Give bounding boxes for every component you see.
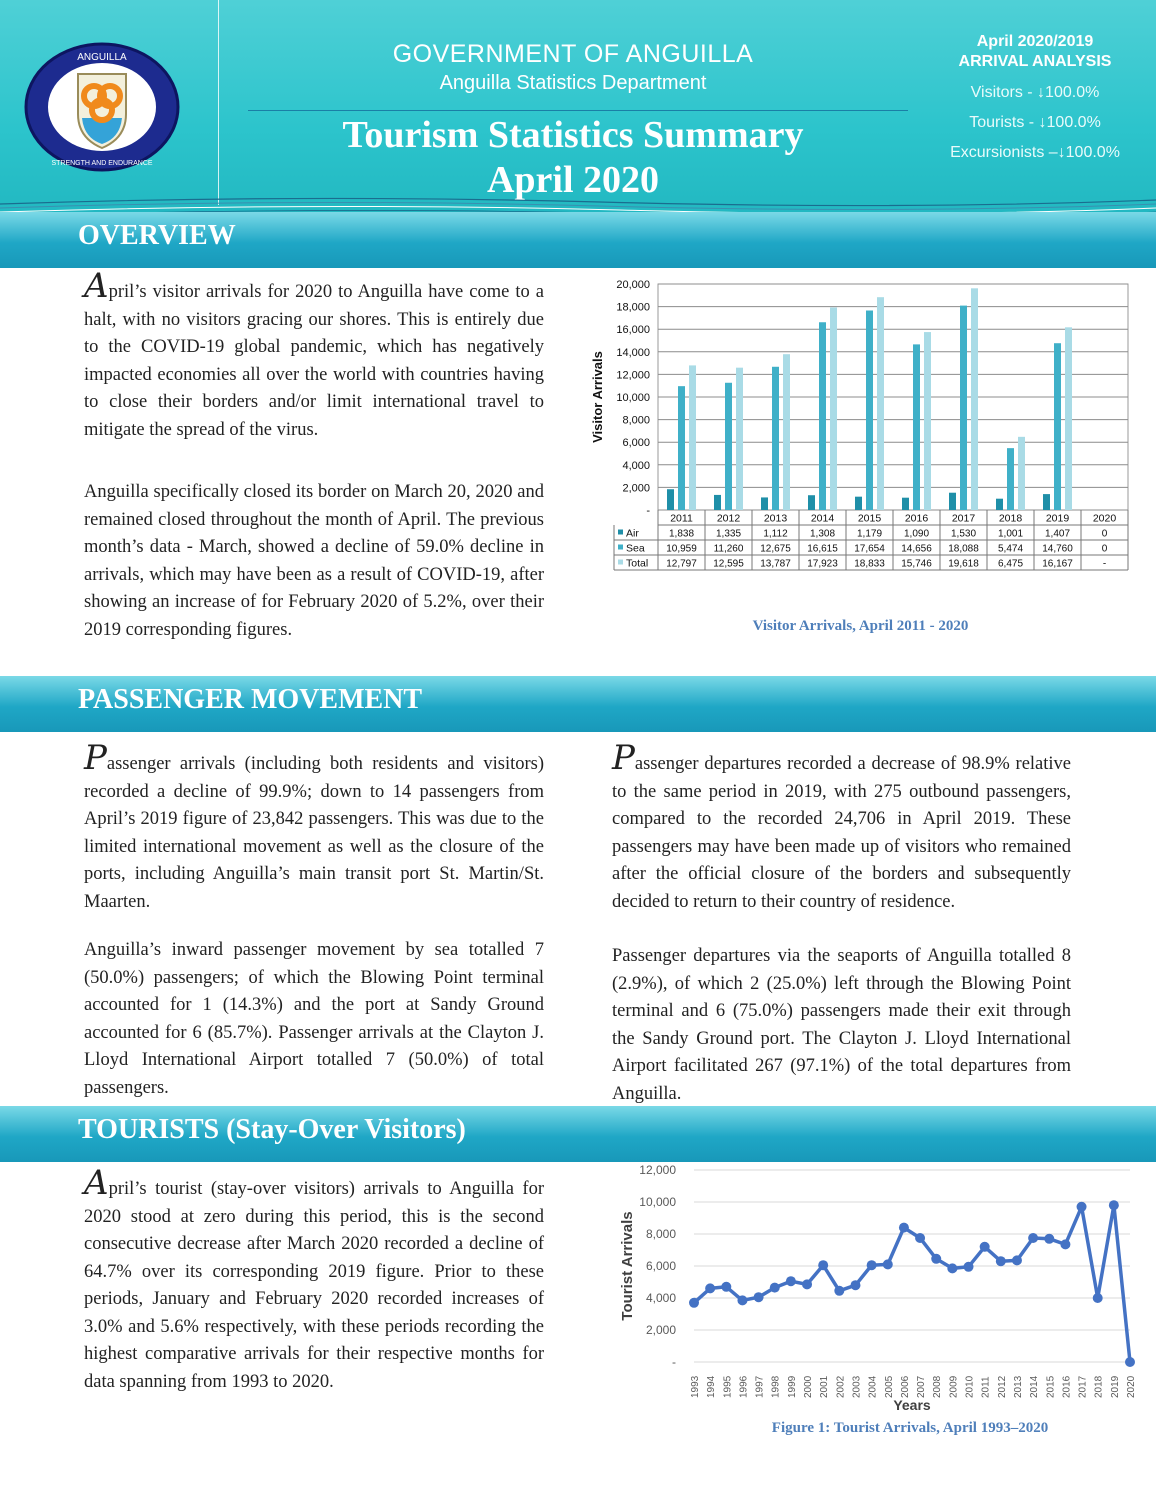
x-tick-label: 2009 bbox=[948, 1375, 960, 1398]
x-axis-label: Years bbox=[893, 1397, 931, 1413]
visitors-change: Visitors - ↓100.0% bbox=[970, 84, 1100, 101]
report-title: Tourism Statistics Summary bbox=[342, 114, 804, 156]
data-point bbox=[996, 1256, 1006, 1266]
x-tick-label: 2018 bbox=[1093, 1375, 1105, 1398]
data-table-cell: 5,474 bbox=[997, 543, 1024, 555]
data-point bbox=[834, 1286, 844, 1296]
legend-label: Sea bbox=[626, 542, 645, 555]
data-table-cell: 18,833 bbox=[854, 558, 885, 570]
x-tick-label: 2016 bbox=[1061, 1375, 1073, 1398]
y-tick-label: 4,000 bbox=[622, 459, 650, 472]
analysis-title: ARRIVAL ANALYSIS bbox=[958, 53, 1112, 70]
x-tick-label: 2012 bbox=[716, 512, 741, 525]
data-table-cell: 11,260 bbox=[713, 543, 744, 555]
y-tick-label: 12,000 bbox=[616, 369, 650, 382]
y-tick-label: 8,000 bbox=[622, 414, 650, 427]
x-tick-label: 1995 bbox=[722, 1375, 734, 1398]
data-point bbox=[915, 1233, 925, 1243]
x-tick-label: 2005 bbox=[883, 1375, 895, 1398]
bar-air bbox=[949, 493, 956, 510]
data-point bbox=[1028, 1233, 1038, 1243]
anguilla-crest-logo bbox=[22, 40, 182, 175]
data-point bbox=[721, 1282, 731, 1292]
bar-total bbox=[783, 354, 790, 510]
x-tick-label: 1997 bbox=[754, 1375, 766, 1398]
legend-key-total bbox=[618, 560, 623, 565]
data-table-cell: 1,407 bbox=[1044, 528, 1071, 540]
data-table-cell: 1,838 bbox=[668, 528, 695, 540]
data-point bbox=[980, 1242, 990, 1252]
data-point bbox=[1125, 1357, 1135, 1367]
bar-total bbox=[1065, 327, 1072, 510]
drop-cap: A bbox=[84, 266, 109, 306]
y-axis-label: Visitor Arrivals bbox=[590, 351, 605, 443]
tourist-arrivals-line bbox=[694, 1205, 1130, 1362]
data-table-cell: 1,335 bbox=[715, 528, 742, 540]
data-table-cell: 10,959 bbox=[666, 543, 697, 555]
data-point bbox=[737, 1295, 747, 1305]
bar-total bbox=[830, 307, 837, 510]
data-point bbox=[786, 1276, 796, 1286]
visitor-arrivals-bar-chart bbox=[588, 272, 1133, 590]
x-tick-label: 2020 bbox=[1126, 1375, 1137, 1398]
passenger-left-p1-text: assenger arrivals (including both residents and visitors) recorded a decline of 99.9%; down to 14 passengers from April’s 2019 figure of 23,842 passengers. This was due to the limited international movement as well as the closure of the ports, including Anguilla’s main transit port St. Martin/St. Maarten. bbox=[84, 754, 544, 912]
overview-section-band bbox=[0, 212, 1156, 268]
tourists-change: Tourists - ↓100.0% bbox=[969, 114, 1101, 131]
data-table-cell: 17,923 bbox=[807, 558, 838, 570]
legend-key-sea bbox=[618, 545, 623, 550]
x-tick-label: 2013 bbox=[763, 512, 788, 525]
x-tick-label: 1998 bbox=[770, 1375, 782, 1398]
data-table-cell: 17,654 bbox=[854, 543, 885, 555]
data-table-cell: 1,179 bbox=[856, 528, 883, 540]
overview-p1-text: pril’s visitor arrivals for 2020 to Anguilla have come to a halt, with no visitors gracing our shores. This is entirely due to the COVID-19 global pandemic, which has negatively impacted economies all over the world with countries having to close their borders and/or limit international travel to mitigate the spread of the virus. bbox=[84, 282, 544, 440]
overview-paragraph-2: Anguilla specifically closed its border on March 20, 2020 and remained closed throughout the month of April. The previous month’s data - March, showed a decline of 59.0% decline in arrivals, which may have been as a result of COVID-19, after showing an increase of for February 2020 of 5.2%, over their 2019 corresponding figures. bbox=[84, 482, 544, 640]
tourists-paragraph bbox=[84, 1163, 544, 1396]
data-point bbox=[964, 1262, 974, 1272]
x-tick-label: 2019 bbox=[1045, 512, 1070, 525]
title-rule bbox=[248, 110, 908, 111]
data-table-cell: 12,595 bbox=[713, 558, 744, 570]
data-table-cell: 16,167 bbox=[1042, 558, 1073, 570]
data-table-cell: 12,797 bbox=[666, 558, 697, 570]
drop-cap: A bbox=[84, 1163, 109, 1203]
data-table-cell: 12,675 bbox=[760, 543, 791, 555]
x-tick-label: 2015 bbox=[857, 512, 882, 525]
bar-air bbox=[761, 497, 768, 510]
x-tick-label: 2004 bbox=[867, 1375, 879, 1398]
y-tick-label: 20,000 bbox=[616, 279, 650, 291]
bar-sea bbox=[678, 386, 685, 510]
x-tick-label: 2006 bbox=[899, 1375, 911, 1398]
data-point bbox=[931, 1254, 941, 1264]
y-tick-label: 2,000 bbox=[622, 482, 650, 495]
excursionists-change: Excursionists –↓100.0% bbox=[950, 144, 1120, 161]
data-table-cell: 1,090 bbox=[903, 528, 930, 540]
report-period: April 2020 bbox=[486, 159, 660, 201]
bar-air bbox=[1043, 494, 1050, 510]
x-tick-label: 2000 bbox=[803, 1375, 815, 1398]
data-point bbox=[850, 1280, 860, 1290]
data-point bbox=[1093, 1293, 1103, 1303]
x-tick-label: 2014 bbox=[1029, 1375, 1041, 1398]
data-table-cell: 0 bbox=[1101, 543, 1108, 555]
passenger-section-band bbox=[0, 676, 1156, 732]
x-tick-label: 2015 bbox=[1045, 1375, 1057, 1398]
data-point bbox=[883, 1259, 893, 1269]
bar-total bbox=[971, 288, 978, 510]
y-tick-label: 6,000 bbox=[645, 1259, 676, 1273]
page-header bbox=[0, 0, 1156, 215]
analysis-period: April 2020/2019 bbox=[976, 33, 1094, 50]
passenger-right-paragraph-1 bbox=[612, 738, 1071, 916]
x-tick-label: 2020 bbox=[1092, 512, 1117, 525]
overview-paragraph-1 bbox=[84, 266, 544, 444]
data-point bbox=[899, 1223, 909, 1233]
x-tick-label: 2014 bbox=[810, 512, 835, 525]
legend-label: Total bbox=[626, 557, 649, 570]
x-tick-label: 2016 bbox=[904, 512, 929, 525]
legend-label: Air bbox=[626, 527, 639, 540]
bar-sea bbox=[725, 383, 732, 510]
bar-air bbox=[808, 495, 815, 510]
y-tick-label: - bbox=[646, 505, 650, 517]
data-table-cell: 13,787 bbox=[760, 558, 791, 570]
bar-total bbox=[1018, 437, 1025, 510]
data-point bbox=[1109, 1200, 1119, 1210]
x-tick-label: 2011 bbox=[670, 512, 693, 525]
y-tick-label: 4,000 bbox=[645, 1291, 676, 1305]
x-tick-label: 2019 bbox=[1109, 1375, 1121, 1398]
x-tick-label: 2017 bbox=[1077, 1375, 1089, 1398]
x-tick-label: 1993 bbox=[690, 1375, 701, 1398]
data-table-cell: 0 bbox=[1101, 528, 1108, 540]
y-axis-label: Tourist Arrivals bbox=[619, 1211, 636, 1321]
data-table-cell: 1,112 bbox=[763, 528, 788, 540]
x-tick-label: 2011 bbox=[980, 1376, 992, 1398]
passenger-right-p1-text: assenger departures recorded a decrease of 98.9% relative to the same period in 2019, with 275 outbound passengers, compared to the recorded 24,706 in April 2019. These passengers may have been made up of visitors who remained after the official closure of the borders and subsequently decided to return to their country of residence. bbox=[612, 754, 1071, 912]
data-point bbox=[770, 1283, 780, 1293]
data-point bbox=[1077, 1202, 1087, 1212]
x-tick-label: 1994 bbox=[706, 1375, 718, 1398]
passenger-left-paragraph-2: Anguilla’s inward passenger movement by sea totalled 7 (50.0%) passengers; of which the Blowing Point terminal accounted for 1 (14.3%) and the port at Sandy Ground accounted for 6 (85.7%). Passenger arrivals at the Clayton J. Lloyd International Airport totalled 7 (50.0%) of total passengers. bbox=[84, 940, 544, 1098]
x-tick-label: 2008 bbox=[932, 1375, 944, 1398]
data-table-cell: 15,746 bbox=[901, 558, 932, 570]
y-tick-label: 6,000 bbox=[622, 437, 650, 450]
bar-air bbox=[714, 495, 721, 510]
passenger-right-paragraph-2: Passenger departures via the seaports of Anguilla totalled 8 (2.9%), of which 2 (25.0%) left through the Blowing Point terminal and 6 (75.0%) passengers made their exit through the Sandy Ground port. The Clayton J. Lloyd International Airport facilitated 267 (97.1%) of the total departures from Anguilla. bbox=[612, 946, 1071, 1104]
x-tick-label: 2007 bbox=[916, 1375, 928, 1398]
y-tick-label: - bbox=[672, 1355, 676, 1369]
bar-total bbox=[924, 332, 931, 510]
y-tick-label: 14,000 bbox=[616, 346, 650, 359]
y-tick-label: 16,000 bbox=[616, 324, 650, 337]
bar-air bbox=[902, 498, 909, 510]
x-tick-label: 2013 bbox=[1012, 1375, 1024, 1398]
data-table-cell: 19,618 bbox=[948, 558, 979, 570]
data-table-cell: 6,475 bbox=[997, 558, 1024, 570]
arrival-analysis-panel bbox=[925, 32, 1145, 168]
bar-sea bbox=[1054, 343, 1061, 510]
tourists-p1-text: pril’s tourist (stay-over visitors) arrivals to Anguilla for 2020 stood at zero during this period, this is the second consecutive decrease after March 2020 recorded a decline of 64.7% over its corresponding 2019 figure. Prior to these periods, January and February 2020 recorded increases of 3.0% and 5.6% respectively, with these periods recording the highest comparative arrivals for their respective months for data spanning from 1993 to 2020. bbox=[84, 1179, 544, 1392]
data-table-cell: 18,088 bbox=[948, 543, 979, 555]
header-divider bbox=[218, 0, 219, 205]
logo-text-bottom: STRENGTH AND ENDURANCE bbox=[51, 160, 153, 167]
tourists-heading: TOURISTS (Stay-Over Visitors) bbox=[78, 1114, 466, 1145]
y-tick-label: 10,000 bbox=[616, 392, 650, 404]
data-point bbox=[818, 1260, 828, 1270]
department-name: Anguilla Statistics Department bbox=[439, 72, 707, 94]
x-tick-label: 2010 bbox=[964, 1375, 976, 1398]
data-point bbox=[1060, 1239, 1070, 1249]
x-tick-label: 2002 bbox=[835, 1375, 847, 1398]
bar-sea bbox=[866, 311, 873, 510]
bar-sea bbox=[772, 367, 779, 510]
tourists-section-band bbox=[0, 1106, 1156, 1162]
y-tick-label: 10,000 bbox=[639, 1195, 676, 1209]
data-point bbox=[1044, 1234, 1054, 1244]
data-table-cell: 1,530 bbox=[950, 528, 977, 540]
bar-air bbox=[855, 497, 862, 510]
data-point bbox=[754, 1292, 764, 1302]
data-point bbox=[689, 1298, 699, 1308]
bar-total bbox=[736, 368, 743, 510]
drop-cap: P bbox=[84, 738, 107, 778]
y-tick-label: 8,000 bbox=[645, 1227, 676, 1241]
tourist-arrivals-caption: Figure 1: Tourist Arrivals, April 1993–2020 bbox=[771, 1420, 1049, 1436]
bar-sea bbox=[960, 306, 967, 510]
government-name: GOVERNMENT OF ANGUILLA bbox=[392, 40, 754, 68]
y-tick-label: 2,000 bbox=[645, 1323, 676, 1337]
data-table-cell: 16,615 bbox=[807, 543, 838, 555]
legend-key-air bbox=[618, 530, 623, 535]
passenger-left-paragraph-1 bbox=[84, 738, 544, 916]
bar-air bbox=[996, 499, 1003, 510]
data-point bbox=[867, 1260, 877, 1270]
visitor-arrivals-caption: Visitor Arrivals, April 2011 - 2020 bbox=[752, 618, 969, 634]
tourist-arrivals-line-chart bbox=[610, 1158, 1140, 1440]
data-table-cell: 14,760 bbox=[1042, 543, 1073, 555]
x-tick-label: 2001 bbox=[819, 1375, 831, 1398]
overview-heading: OVERVIEW bbox=[78, 220, 236, 251]
data-point bbox=[705, 1283, 715, 1293]
bar-total bbox=[689, 365, 696, 510]
data-point bbox=[947, 1263, 957, 1273]
logo-text-top: ANGUILLA bbox=[77, 52, 127, 63]
x-tick-label: 2012 bbox=[996, 1375, 1008, 1398]
data-table-cell: 14,656 bbox=[901, 543, 932, 555]
x-tick-label: 2018 bbox=[998, 512, 1023, 525]
x-tick-label: 1996 bbox=[738, 1375, 750, 1398]
drop-cap: P bbox=[612, 738, 635, 778]
y-tick-label: 12,000 bbox=[639, 1163, 676, 1177]
y-tick-label: 18,000 bbox=[616, 301, 650, 314]
bar-air bbox=[667, 489, 674, 510]
x-tick-label: 1999 bbox=[786, 1375, 798, 1398]
bar-total bbox=[877, 297, 884, 510]
data-point bbox=[1012, 1255, 1022, 1265]
bar-sea bbox=[913, 344, 920, 510]
data-point bbox=[802, 1279, 812, 1289]
x-tick-label: 2003 bbox=[851, 1375, 863, 1398]
x-tick-label: 2017 bbox=[951, 512, 976, 525]
bar-sea bbox=[1007, 448, 1014, 510]
data-table-cell: 1,308 bbox=[809, 528, 836, 540]
data-table-cell: 1,001 bbox=[997, 528, 1024, 540]
bar-sea bbox=[819, 322, 826, 510]
data-table-cell: - bbox=[1102, 558, 1107, 570]
passenger-heading: PASSENGER MOVEMENT bbox=[78, 684, 423, 715]
